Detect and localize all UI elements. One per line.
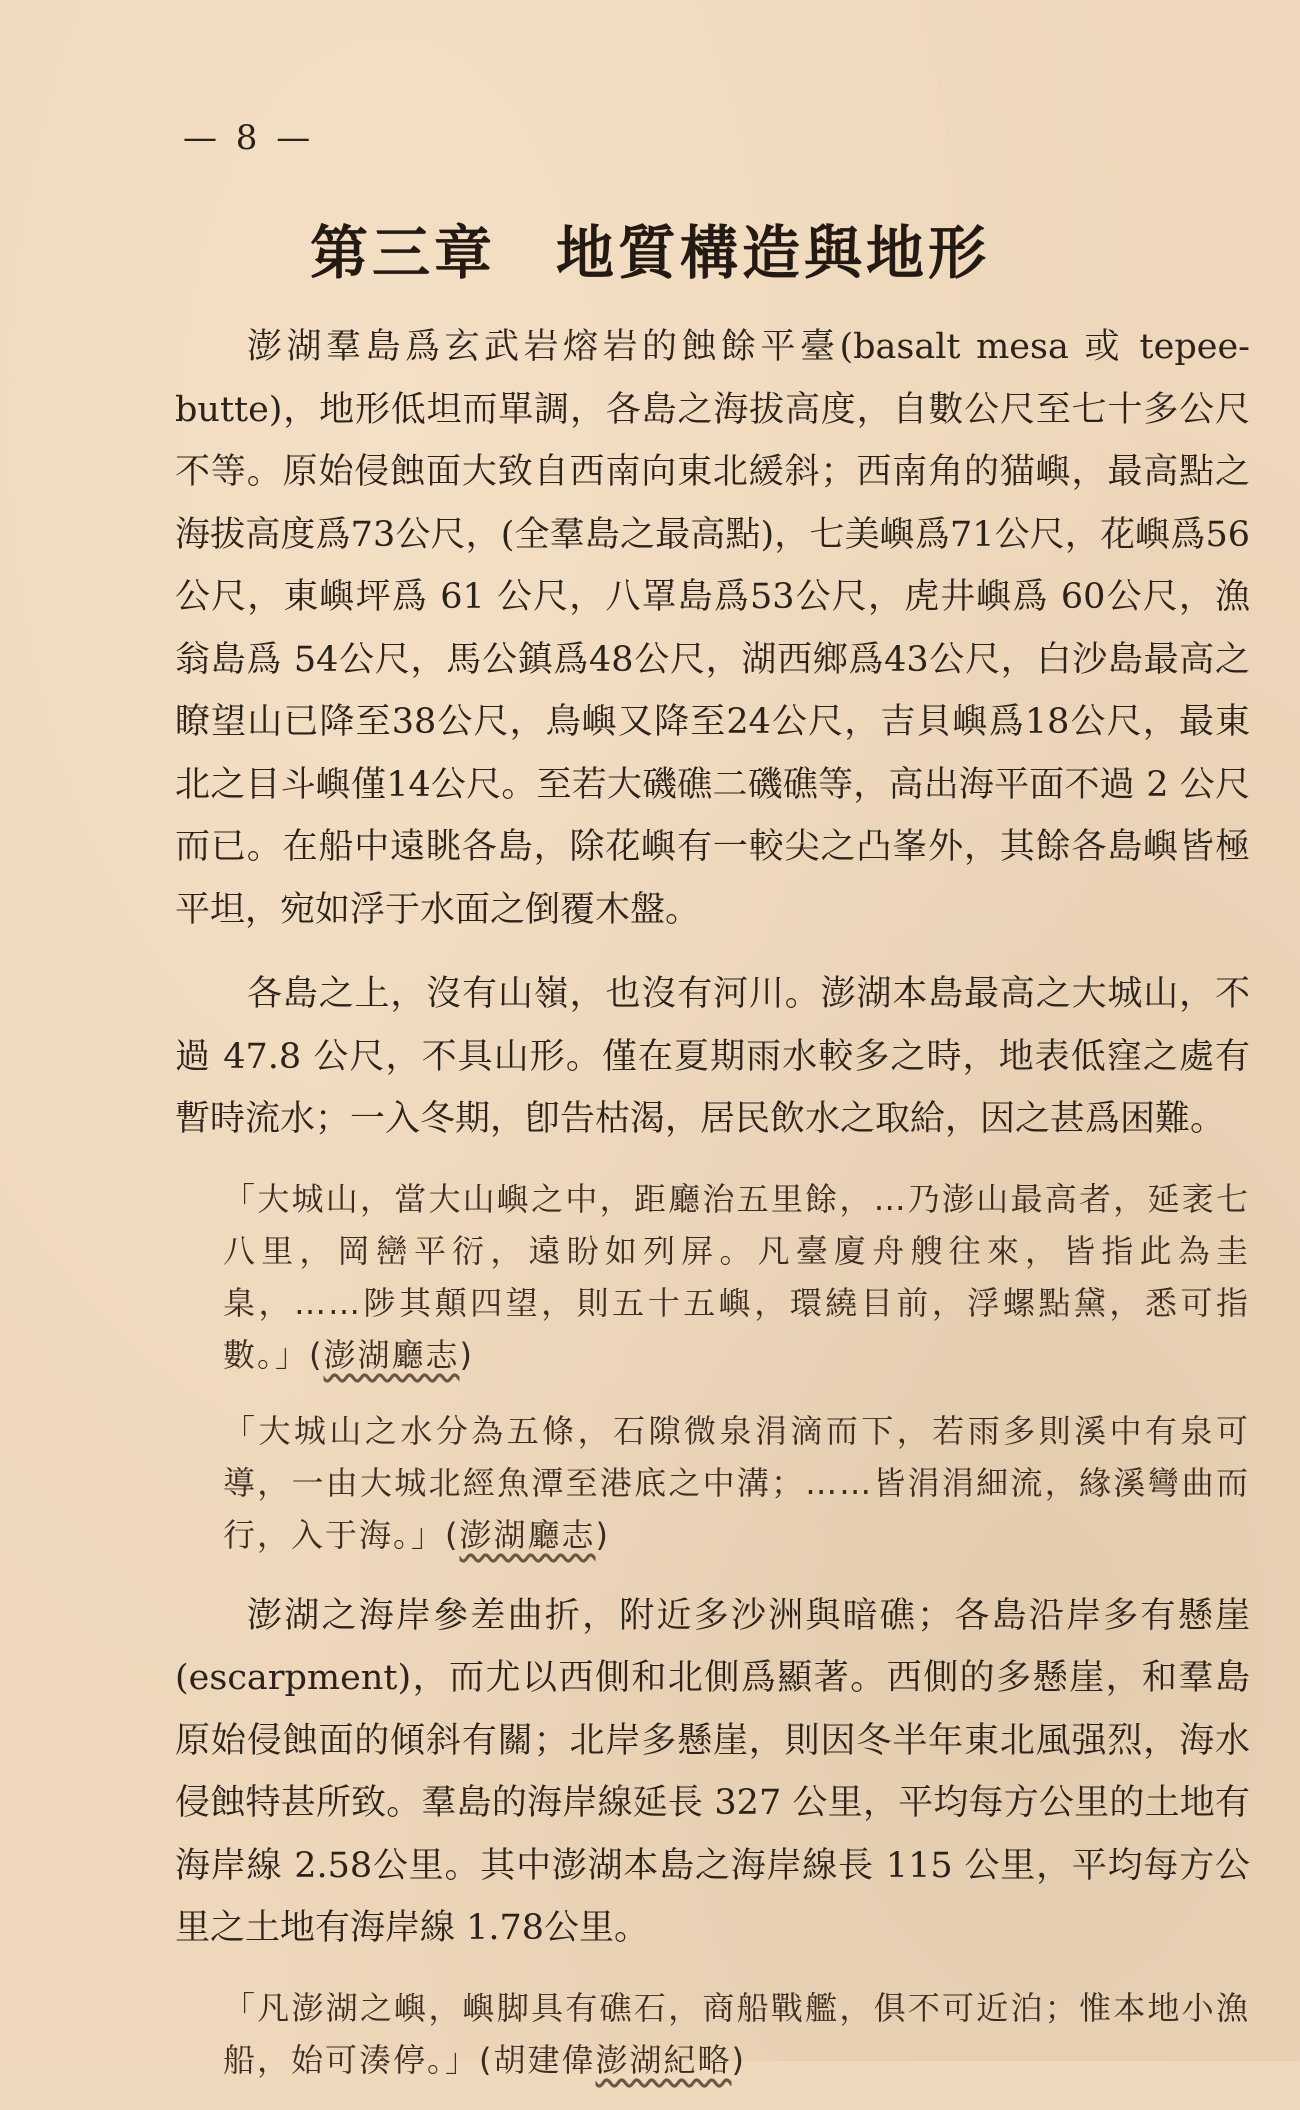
paragraph-coastline: 澎湖之海岸參差曲折，附近多沙洲與暗礁；各島沿岸多有懸崖(escarpment)，而尤以西側和北側爲顯著。西側的多懸崖，和羣島原始侵蝕面的傾斜有關；北岸多懸崖，則因冬半年東北風强烈，海水侵蝕特甚所致。羣島的海岸線延長 327 公里，平均每方公里的土地有海岸線 2.58公里。其中澎湖本島之海岸線長 115 公里，平均每方公里之土地有海岸線 1.78公里。 xyxy=(175,1595,1250,1948)
quote-source: 澎湖廳志 xyxy=(323,1335,460,1374)
chapter-title xyxy=(0,206,1300,290)
quote-source: 澎湖廳志 xyxy=(459,1515,596,1554)
chapter-number: 第三章 xyxy=(309,219,496,287)
chapter-name: 地質構造與地形 xyxy=(556,219,991,287)
body-text xyxy=(175,316,1250,2110)
quote-text: 「大城山之水分為五條，石隙微泉涓滴而下，若雨多則溪中有泉可導，一由大城北經魚潭至港底之中溝；……皆涓涓細流，緣溪彎曲而行，入于海。」( xyxy=(223,1411,1250,1554)
quote-text: 「大城山，當大山嶼之中，距廳治五里餘，…乃澎山最高者，延袤七八里，岡巒平衍，遠盼如列屏。凡臺廈舟艘往來，皆指此為圭臬，……陟其顛四望，則五十五嶼，環繞目前，浮螺點黛，悉可指數。」( xyxy=(223,1179,1250,1374)
paragraph-no-mountains: 各島之上，沒有山嶺，也沒有河川。澎湖本島最高之大城山，不過 47.8 公尺，不具山形。僅在夏期雨水較多之時，地表低窪之處有暫時流水；一入冬期，卽告枯渴，居民飲水之取給，因之甚爲困難。 xyxy=(175,974,1250,1139)
quote-source: 澎湖紀略 xyxy=(595,2040,732,2079)
quote-text: 「凡澎湖之嶼，嶼脚具有礁石，商船戰艦，俱不可近泊；惟本地小漁船，始可湊停。」(胡建偉 xyxy=(223,1988,1250,2079)
quote-close: ) xyxy=(731,2040,746,2079)
page-number: — 8 — xyxy=(183,118,315,158)
paragraph-basalt-mesa: 澎湖羣島爲玄武岩熔岩的蝕餘平臺(basalt mesa 或 tepee-butte)，地形低坦而單調，各島之海拔高度，自數公尺至七十多公尺不等。原始侵蝕面大致自西南向東北緩斜；西南角的猫嶼，最高點之海拔高度爲73公尺，(全羣島之最高點)，七美嶼爲71公尺，花嶼爲56公尺，東嶼坪爲 61 公尺，八罩島爲53公尺，虎井嶼爲 60公尺，漁翁島爲 54公尺，馬公鎮爲48公尺，湖西鄉爲43公尺，白沙島最高之瞭望山已降至38公尺，鳥嶼又降至24公尺，吉貝嶼爲18公尺，最東北之目斗嶼僅14公尺。至若大磯礁二磯礁等，高出海平面不過 2 公尺而已。在船中遠眺各島，除花嶼有一較尖之凸峯外，其餘各島嶼皆極平坦，宛如浮于水面之倒覆木盤。 xyxy=(175,327,1250,930)
quote-reefs xyxy=(223,1982,1250,2086)
quote-dacheng-mountain xyxy=(223,1173,1250,1381)
quote-close: ) xyxy=(459,1335,474,1374)
quote-close: ) xyxy=(595,1515,610,1554)
quote-dacheng-water xyxy=(223,1405,1250,1561)
